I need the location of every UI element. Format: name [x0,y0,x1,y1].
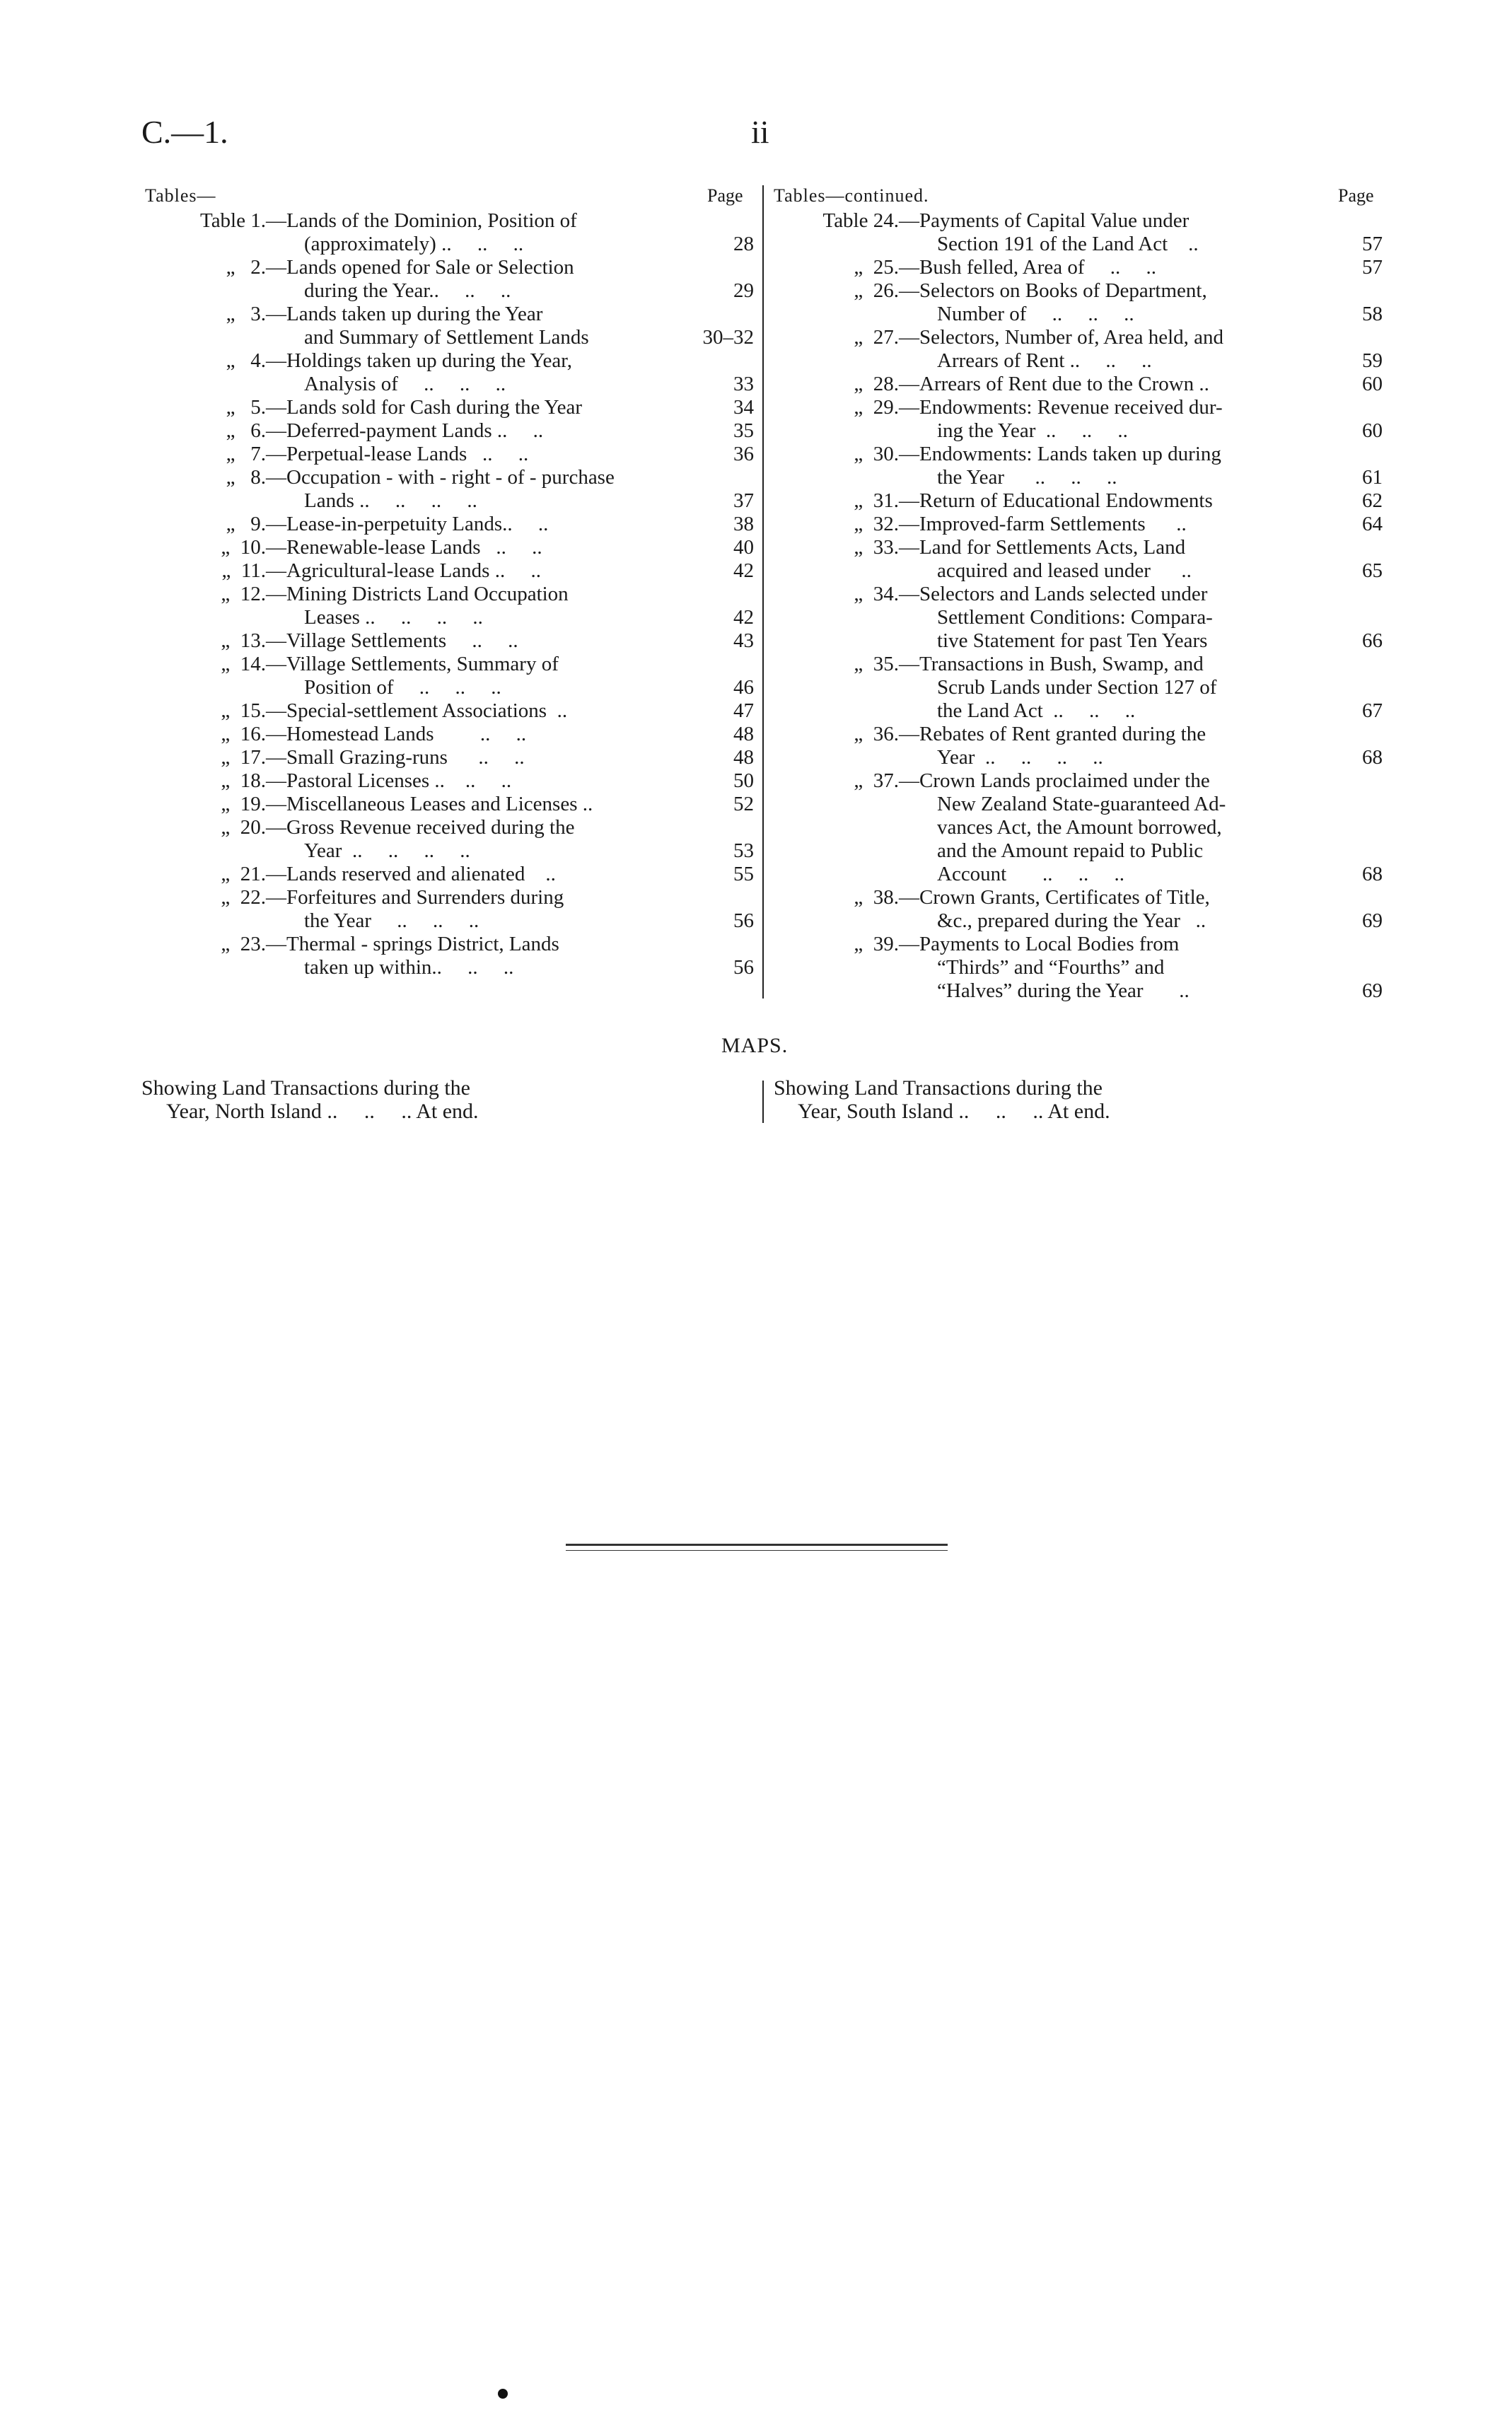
toc-entry-page: 64 [1362,513,1383,535]
toc-entry-title-line: the Land Act .. .. .. [937,699,1136,722]
toc-entry-title-line: Lands taken up during the Year [286,303,543,325]
toc-entry-title-line: Account .. .. .. [937,863,1124,885]
toc-entry-title-line: and the Amount repaid to Public [937,839,1204,862]
toc-entry-number: „ 32.— [854,513,919,535]
toc-entry-title-line: Endowments: Lands taken up during [919,443,1221,465]
toc-entry-number: „ 18.— [221,769,286,792]
toc-entry-title-line: ing the Year .. .. .. [937,419,1128,442]
toc-entry-page: 38 [733,513,754,535]
toc-entry-title-line: Transactions in Bush, Swamp, and [919,653,1204,675]
toc-entry-page: 56 [733,956,754,979]
maps-divider [762,1081,764,1123]
toc-entry-page: 67 [1362,699,1383,722]
toc-entry-page: 33 [733,373,754,395]
toc-entry-page: 47 [733,699,754,722]
toc-entry-number: „ 6.— [226,419,286,442]
toc-entry-title-line: Crown Grants, Certificates of Title, [919,886,1210,909]
toc-entry-title-line: Village Settlements .. .. [286,629,518,652]
toc-entry-number: „ 14.— [221,653,286,675]
toc-entry-title-line: Forfeitures and Surrenders during [286,886,564,909]
toc-entry-title-line: Occupation - with - right - of - purchase [286,466,615,489]
toc-entry-title-line: Selectors on Books of Department, [919,279,1207,302]
toc-entry-page: 69 [1362,979,1383,1002]
toc-entry-page: 53 [733,839,754,862]
toc-entry-number: „ 9.— [226,513,286,535]
toc-entry-page: 55 [733,863,754,885]
toc-entry-number: „ 39.— [854,933,919,955]
toc-entry-number: „ 12.— [221,583,286,605]
toc-entry-title-line: during the Year.. .. .. [304,279,511,302]
toc-entry-title-line: Deferred-payment Lands .. .. [286,419,544,442]
toc-entry-title-line: (approximately) .. .. .. [304,233,524,255]
toc-entry-title-line: Arrears of Rent .. .. .. [937,349,1152,372]
toc-entry-title-line: Lands reserved and alienated .. [286,863,556,885]
rule-bottom [566,1550,948,1551]
right-column-heading-text: Tables—continued. [774,185,929,206]
toc-entry-title-line: New Zealand State-guaranteed Ad- [937,793,1226,815]
toc-entry-title-line: Homestead Lands .. .. [286,723,527,745]
toc-entry-title-line: Number of .. .. .. [937,303,1134,325]
toc-entry-number: „ 8.— [226,466,286,489]
toc-entry-page: 46 [733,676,754,699]
map-right-line-1: Showing Land Transactions during the [774,1076,1103,1100]
toc-entry-title-line: Arrears of Rent due to the Crown .. [919,373,1209,395]
toc-entry-title-line: Rebates of Rent granted during the [919,723,1206,745]
toc-entry-page: 60 [1362,373,1383,395]
right-page-label: Page [1338,185,1374,206]
toc-entry-title-line: Pastoral Licenses .. .. .. [286,769,512,792]
toc-entry-number: „ 15.— [221,699,286,722]
toc-entry-title-line: Selectors and Lands selected under [919,583,1208,605]
toc-entry-title-line: Land for Settlements Acts, Land [919,536,1186,559]
toc-entry-number: „ 27.— [854,326,919,349]
toc-entry-number: „ 20.— [221,816,286,839]
toc-entry-title-line: Selectors, Number of, Area held, and [919,326,1224,349]
toc-entry-page: 48 [733,746,754,769]
toc-entry-number: „ 11.— [221,559,286,582]
toc-entry-title-line: the Year .. .. .. [937,466,1117,489]
toc-entry-page: 68 [1362,746,1383,769]
toc-entry-title-line: Payments of Capital Value under [919,209,1190,232]
toc-entry-title-line: Lease-in-perpetuity Lands.. .. [286,513,549,535]
toc-entry-title-line: acquired and leased under .. [937,559,1192,582]
toc-entry-page: 66 [1362,629,1383,652]
toc-entry-number: „ 22.— [221,886,286,909]
toc-entry-title-line: Improved-farm Settlements .. [919,513,1187,535]
right-column-heading [774,185,929,206]
toc-entry-page: 30–32 [702,326,754,349]
toc-entry-title-line: “Halves” during the Year .. [937,979,1190,1002]
toc-entry-page: 52 [733,793,754,815]
toc-entry-title-line: Agricultural-lease Lands .. .. [286,559,541,582]
toc-entry-page: 34 [733,396,754,419]
maps-title: MAPS. [721,1034,789,1057]
toc-entry-title-line: tive Statement for past Ten Years [937,629,1208,652]
toc-entry-page: 57 [1362,256,1383,279]
toc-entry-page: 43 [733,629,754,652]
toc-entry-number: „ 36.— [854,723,919,745]
map-left-line-2: Year, North Island .. .. .. At end. [166,1100,479,1123]
toc-entry-number: „ 19.— [221,793,286,815]
toc-entry-title-line: &c., prepared during the Year .. [937,909,1206,932]
toc-entry-title-line: Small Grazing-runs .. .. [286,746,525,769]
toc-entry-title-line: Thermal - springs District, Lands [286,933,559,955]
toc-entry-title-line: Renewable-lease Lands .. .. [286,536,542,559]
toc-entry-page: 48 [733,723,754,745]
toc-entry-number: „ 28.— [854,373,919,395]
toc-entry-number: „ 16.— [221,723,286,745]
toc-entry-page: 59 [1362,349,1383,372]
toc-entry-title-line: Miscellaneous Leases and Licenses .. [286,793,593,815]
toc-entry-title-line: taken up within.. .. .. [304,956,514,979]
toc-entry-title-line: and Summary of Settlement Lands [304,326,589,349]
map-right-line-2: Year, South Island .. .. .. At end. [798,1100,1110,1123]
toc-entry-title-line: Year .. .. .. .. [304,839,470,862]
toc-entry-title-line: vances Act, the Amount borrowed, [937,816,1222,839]
map-left-line-1: Showing Land Transactions during the [141,1076,470,1100]
toc-entry-title-line: Holdings taken up during the Year, [286,349,572,372]
toc-entry-page: 29 [733,279,754,302]
toc-entry-title-line: Lands of the Dominion, Position of [286,209,577,232]
toc-entry-number: „ 23.— [221,933,286,955]
toc-entry-page: 36 [733,443,754,465]
toc-entry-title-line: “Thirds” and “Fourths” and [937,956,1165,979]
toc-entry-page: 42 [733,606,754,629]
toc-entry-title-line: Position of .. .. .. [304,676,501,699]
toc-entry-page: 69 [1362,909,1383,932]
toc-entry-number: „ 31.— [854,489,919,512]
toc-entry-number: „ 25.— [854,256,919,279]
toc-entry-number: Table 24.— [822,209,919,232]
toc-entry-number: „ 35.— [854,653,919,675]
toc-entry-number: „ 37.— [854,769,919,792]
toc-entry-title-line: Mining Districts Land Occupation [286,583,569,605]
toc-entry-title-line: Payments to Local Bodies from [919,933,1180,955]
toc-entry-number: „ 33.— [854,536,919,559]
toc-entry-title-line: Gross Revenue received during the [286,816,575,839]
left-column-heading: Tables— [145,185,216,206]
toc-entry-title-line: Scrub Lands under Section 127 of [937,676,1217,699]
toc-entry-title-line: Year .. .. .. .. [937,746,1103,769]
toc-entry-title-line: Leases .. .. .. .. [304,606,483,629]
toc-entry-page: 50 [733,769,754,792]
document-reference: C.—1. [141,114,228,150]
page-number: ii [751,114,769,150]
toc-entry-page: 68 [1362,863,1383,885]
toc-entry-page: 28 [733,233,754,255]
toc-entry-page: 35 [733,419,754,442]
toc-entry-page: 61 [1362,466,1383,489]
toc-entry-page: 65 [1362,559,1383,582]
toc-entry-number: „ 34.— [854,583,919,605]
toc-entry-title-line: Endowments: Revenue received dur- [919,396,1223,419]
toc-entry-title-line: Lands sold for Cash during the Year [286,396,583,419]
toc-entry-page: 40 [733,536,754,559]
toc-entry-number: „ 13.— [221,629,286,652]
toc-entry-number: „ 4.— [226,349,286,372]
toc-entry-number: „ 17.— [221,746,286,769]
toc-entry-number: „ 2.— [226,256,286,279]
toc-entry-number: „ 29.— [854,396,919,419]
toc-entry-title-line: Crown Lands proclaimed under the [919,769,1210,792]
toc-entry-number: „ 3.— [226,303,286,325]
page-dot [498,2389,508,2399]
toc-entry-page: 58 [1362,303,1383,325]
toc-entry-number: „ 7.— [226,443,286,465]
toc-entry-page: 60 [1362,419,1383,442]
toc-entry-number: „ 26.— [854,279,919,302]
toc-entry-number: „ 30.— [854,443,919,465]
toc-entry-number: „ 10.— [221,536,286,559]
toc-entry-page: 62 [1362,489,1383,512]
rule-top [566,1544,948,1546]
toc-entry-title-line: the Year .. .. .. [304,909,479,932]
toc-entry-number: Table 1.— [200,209,286,232]
toc-entry-title-line: Perpetual-lease Lands .. .. [286,443,529,465]
toc-entry-number: „ 38.— [854,886,919,909]
toc-entry-title-line: Section 191 of the Land Act .. [937,233,1199,255]
toc-entry-page: 37 [733,489,754,512]
toc-entry-page: 42 [733,559,754,582]
toc-entry-title-line: Lands .. .. .. .. [304,489,477,512]
toc-entry-title-line: Special-settlement Associations .. [286,699,568,722]
toc-entry-title-line: Bush felled, Area of .. .. [919,256,1157,279]
toc-entry-title-line: Lands opened for Sale or Selection [286,256,574,279]
toc-entry-title-line: Village Settlements, Summary of [286,653,559,675]
toc-entry-title-line: Analysis of .. .. .. [304,373,506,395]
left-page-label: Page [707,185,743,206]
toc-entry-page: 56 [733,909,754,932]
toc-entry-page: 57 [1362,233,1383,255]
toc-entry-title-line: Return of Educational Endowments [919,489,1213,512]
toc-entry-number: „ 21.— [221,863,286,885]
toc-entry-title-line: Settlement Conditions: Compara- [937,606,1213,629]
toc-entry-number: „ 5.— [226,396,286,419]
